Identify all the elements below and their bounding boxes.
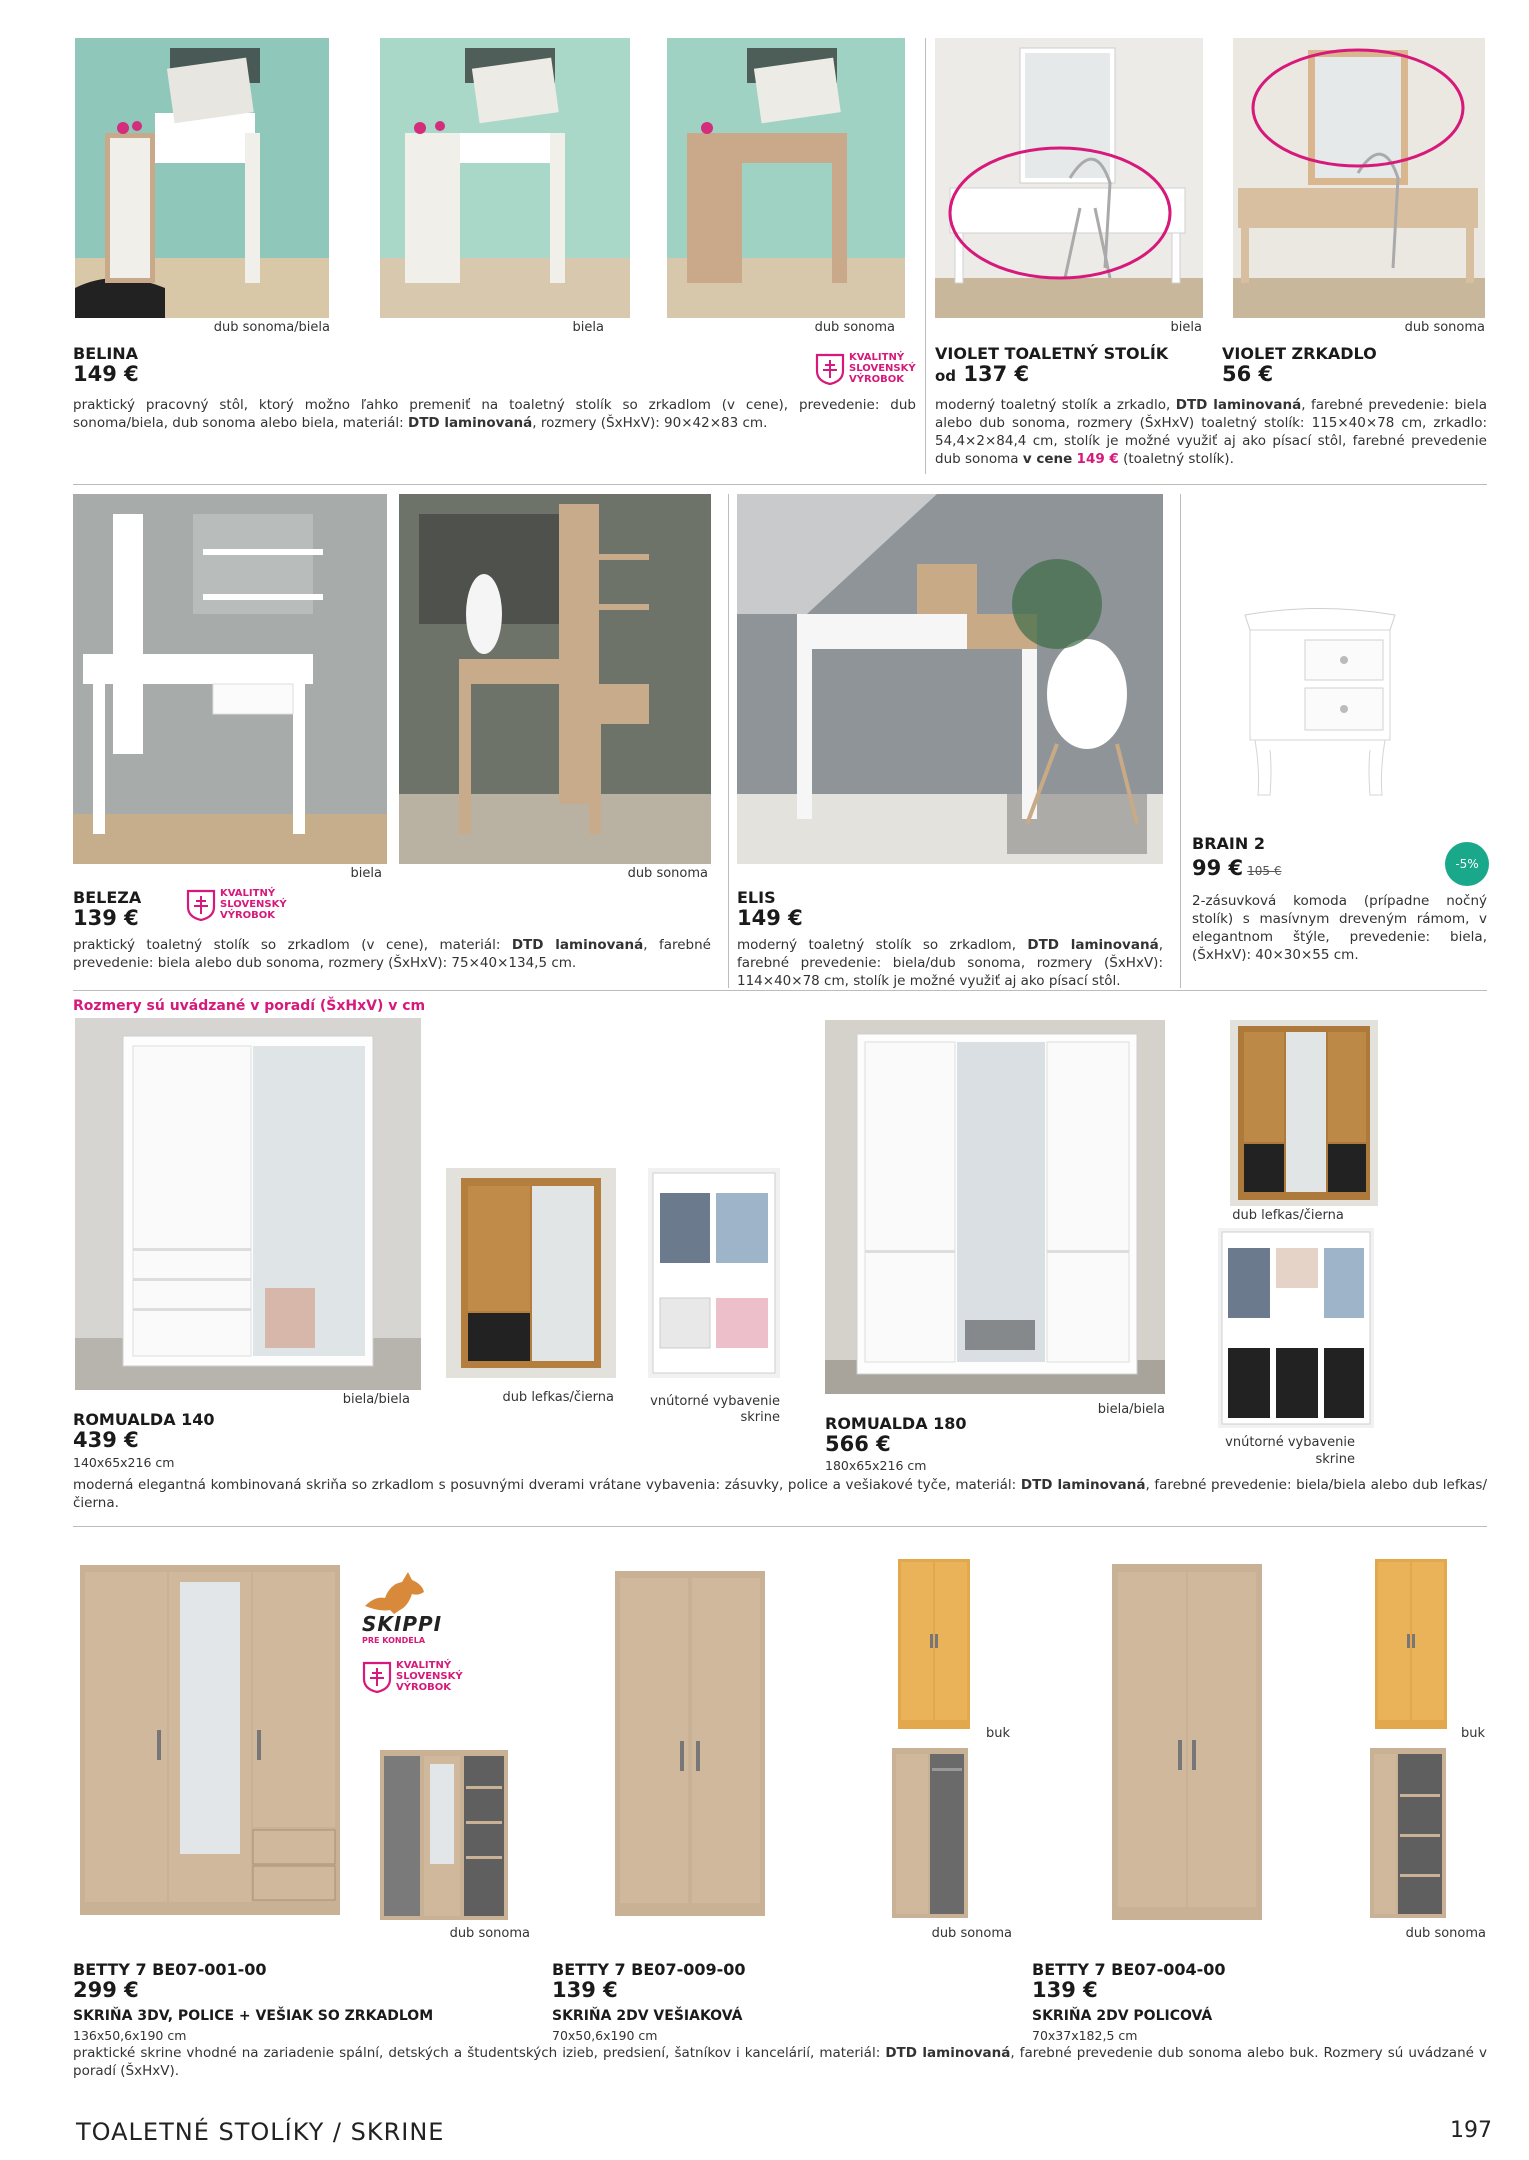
badge-line-1: KVALITNÝ	[220, 888, 276, 899]
betty3-photo	[1108, 1560, 1266, 1926]
kangaroo-icon	[360, 1566, 430, 1616]
badge-line-3: VÝROBOK	[220, 910, 276, 921]
section-divider-2	[73, 990, 1487, 991]
betty1-photo	[75, 1560, 345, 1920]
column-divider	[728, 494, 729, 988]
beleza-description	[73, 936, 711, 972]
betty2-name: BETTY 7 BE07-009-00	[552, 1960, 746, 1979]
romualda140-dimensions: 140x65x216 cm	[73, 1455, 175, 1470]
brain-price	[1192, 856, 1282, 880]
romualda140-caption-1: biela/biela	[342, 1392, 410, 1407]
violet-table-caption: biela	[1170, 320, 1202, 335]
brain-old-price: 105 €	[1247, 864, 1282, 878]
betty2-photo-beech	[893, 1554, 973, 1734]
violet-in-price-label: v cene	[1022, 451, 1073, 467]
betty1-price: 299 €	[73, 1978, 139, 2002]
betty3-caption: dub sonoma	[1405, 1926, 1486, 1941]
violet-table-price-value: 137 €	[963, 362, 1030, 386]
shield-icon	[362, 1661, 392, 1693]
romualda180-photo-interior	[1218, 1228, 1374, 1428]
betty2-dimensions: 70x50,6x190 cm	[552, 2028, 658, 2043]
dimensions-order-note: Rozmery sú uvádzané v poradí (ŠxHxV) v cm	[73, 998, 426, 1014]
romualda-material: DTD laminovaná	[1020, 1477, 1146, 1493]
section-divider-1	[73, 484, 1487, 485]
romualda180-photo-lefkas	[1230, 1020, 1378, 1206]
betty3-subtitle: SKRIŇA 2DV POLICOVÁ	[1032, 2008, 1213, 2024]
quality-badge-betty	[362, 1660, 463, 1693]
romualda140-price: 439 €	[73, 1428, 139, 1452]
skippi-logo	[362, 1612, 442, 1645]
betty3-photo-open	[1366, 1744, 1450, 1922]
elis-description	[737, 936, 1163, 990]
romualda180-caption-2: dub lefkas/čierna	[1232, 1208, 1344, 1223]
elis-name: ELIS	[737, 888, 776, 907]
beleza-material: DTD laminovaná	[511, 937, 644, 953]
betty1-dimensions: 136x50,6x190 cm	[73, 2028, 187, 2043]
beleza-desc-text-2: , farebné prevedenie: biela alebo dub sonoma, rozmery (ŠxHxV): 75×40×134,5 cm.	[73, 937, 711, 971]
romualda140-caption-2: dub lefkas/čierna	[502, 1390, 614, 1405]
betty-material: DTD laminovaná	[885, 2045, 1011, 2061]
romualda-desc-text-2: , farebné prevedenie: biela/biela alebo dub lefkas/ čierna.	[73, 1477, 1488, 1511]
romualda-desc-text-1: moderná elegantná kombinovaná skriňa so zrkadlom s posuvnými dverami vrátane vybavenia: zásuvky, police a vešiakové tyče, materiál:	[73, 1477, 1021, 1493]
violet-mirror-photo	[1233, 38, 1485, 318]
violet-table-price-prefix: od	[935, 367, 957, 385]
quality-badge-beleza	[186, 888, 287, 921]
belina-caption-1: dub sonoma/biela	[213, 320, 330, 335]
quality-badge-belina	[815, 352, 916, 385]
betty2-alt-caption: buk	[985, 1726, 1010, 1741]
belina-caption-2: biela	[572, 320, 604, 335]
violet-table-photo	[935, 38, 1203, 318]
violet-mirror-caption: dub sonoma	[1404, 320, 1485, 335]
betty1-subtitle: SKRIŇA 3DV, POLICE + VEŠIAK SO ZRKADLOM	[73, 2008, 434, 2024]
belina-desc-text-1: praktický pracovný stôl, ktorý možno ľahko premeniť na toaletný stolík so zrkadlom (v cene), prevedenie: dub sonoma/biela, dub sonoma alebo biela, materiál:	[73, 397, 916, 431]
betty3-price: 139 €	[1032, 1978, 1098, 2002]
betty3-alt-caption: buk	[1460, 1726, 1485, 1741]
violet-desc-text-2: , farebné prevedenie: biela alebo dub sonoma, rozmery (ŠxHxV) toaletný stolík: 115×40×78 cm, zrkadlo: 54,4×2×84,4 cm, stolík je možné využiť aj ako písací stôl, farebné prevedenie dub sonoma	[935, 397, 1487, 467]
belina-price: 149 €	[73, 362, 139, 386]
romualda140-photo-lefkas	[446, 1168, 616, 1378]
romualda140-photo-interior	[648, 1168, 780, 1378]
betty2-subtitle: SKRIŇA 2DV VEŠIAKOVÁ	[552, 2008, 743, 2024]
brain-photo	[1230, 600, 1410, 800]
betty2-caption: dub sonoma	[931, 1926, 1012, 1941]
brain-name: BRAIN 2	[1192, 834, 1265, 853]
belina-name: BELINA	[73, 344, 139, 363]
betty2-price: 139 €	[552, 1978, 618, 2002]
skippi-logo-text: SKIPPI	[362, 1612, 443, 1636]
brain-description: 2-zásuvková komoda (prípadne nočný stolík) s masívnym dreveným rámom, v elegantnom štýle, prevedenie: biela, (ŠxHxV): 40×30×55 cm.	[1192, 893, 1487, 963]
violet-mirror-price: 56 €	[1222, 362, 1274, 386]
elis-desc-text-1: moderný toaletný stolík so zrkadlom,	[737, 937, 1028, 953]
betty1-name: BETTY 7 BE07-001-00	[73, 1960, 267, 1979]
belina-description	[73, 396, 916, 432]
beleza-caption-2: dub sonoma	[627, 866, 708, 881]
betty2-photo-open	[888, 1744, 972, 1922]
badge-line-2: SLOVENSKÝ	[396, 1671, 463, 1682]
betty-desc-text-2: , farebné prevedenie dub sonoma alebo buk. Rozmery sú uvádzané v poradí (ŠxHxV).	[73, 2045, 1487, 2079]
romualda180-caption-1: biela/biela	[1097, 1402, 1165, 1417]
violet-description	[935, 396, 1487, 468]
violet-desc-text-3: (toaletný stolík).	[1118, 451, 1234, 467]
beleza-name: BELEZA	[73, 888, 142, 907]
violet-desc-text-1: moderný toaletný stolík a zrkadlo,	[935, 397, 1176, 413]
violet-in-price-value: 149 €	[1076, 451, 1119, 467]
betty1-caption: dub sonoma	[449, 1926, 530, 1941]
romualda180-dimensions: 180x65x216 cm	[825, 1458, 927, 1473]
discount-badge: -5%	[1445, 842, 1489, 886]
violet-material: DTD laminovaná	[1175, 397, 1302, 413]
betty3-dimensions: 70x37x182,5 cm	[1032, 2028, 1138, 2043]
section-divider-3	[73, 1526, 1487, 1527]
beleza-caption-1: biela	[350, 866, 382, 881]
elis-price: 149 €	[737, 906, 803, 930]
betty1-photo-open	[376, 1746, 512, 1924]
romualda180-photo	[825, 1020, 1165, 1394]
violet-table-price	[935, 362, 1029, 386]
brain-price-value: 99 €	[1192, 856, 1244, 880]
violet-mirror-name: VIOLET ZRKADLO	[1222, 344, 1377, 363]
belina-photo-sonoma-white	[75, 38, 329, 318]
betty-description	[73, 2044, 1487, 2080]
elis-desc-text-2: , farebné prevedenie: biela/dub sonoma, rozmery (ŠxHxV): 114×40×78 cm, stolík je možné využiť aj ako písací stôl.	[737, 937, 1163, 989]
belina-material: DTD laminovaná	[408, 415, 533, 431]
belina-desc-text-2: , rozmery (ŠxHxV): 90×42×83 cm.	[532, 415, 768, 431]
romualda140-photo	[75, 1018, 421, 1390]
column-divider	[1180, 494, 1181, 988]
betty-desc-text-1: praktické skrine vhodné na zariadenie spální, detských a študentských izieb, predsiení, šatníkov i kancelárií, materiál:	[73, 2045, 886, 2061]
column-divider	[925, 38, 926, 474]
badge-line-3: VÝROBOK	[849, 374, 905, 385]
badge-line-2: SLOVENSKÝ	[849, 363, 916, 374]
elis-photo	[737, 494, 1163, 864]
badge-line-1: KVALITNÝ	[396, 1660, 452, 1671]
betty2-photo	[610, 1566, 770, 1922]
romualda180-price: 566 €	[825, 1432, 891, 1456]
romualda-description	[73, 1476, 1487, 1512]
badge-line-3: VÝROBOK	[396, 1682, 452, 1693]
violet-table-name: VIOLET TOALETNÝ STOLÍK	[935, 344, 1169, 363]
badge-line-1: KVALITNÝ	[849, 352, 905, 363]
romualda180-caption-3: vnútorné vybavenie skrine	[1225, 1435, 1355, 1467]
section-title: TOALETNÉ STOLÍKY / SKRINE	[76, 2118, 445, 2146]
shield-icon	[186, 889, 216, 921]
betty3-name: BETTY 7 BE07-004-00	[1032, 1960, 1226, 1979]
shield-icon	[815, 353, 845, 385]
belina-photo-sonoma	[667, 38, 905, 318]
skippi-tagline: PRE KONDELA	[362, 1636, 426, 1645]
beleza-desc-text-1: praktický toaletný stolík so zrkadlom (v cene), materiál:	[73, 937, 512, 953]
romualda140-caption-3: vnútorné vybavenie skrine	[650, 1394, 780, 1425]
belina-photo-white	[380, 38, 630, 318]
badge-line-2: SLOVENSKÝ	[220, 899, 287, 910]
romualda140-name: ROMUALDA 140	[73, 1410, 215, 1429]
beleza-price: 139 €	[73, 906, 139, 930]
page-number: 197	[1450, 2118, 1492, 2143]
beleza-photo-white	[73, 494, 387, 864]
elis-material: DTD laminovaná	[1027, 937, 1159, 953]
romualda180-name: ROMUALDA 180	[825, 1414, 967, 1433]
beleza-photo-sonoma	[399, 494, 711, 864]
belina-caption-3: dub sonoma	[814, 320, 895, 335]
betty3-photo-beech	[1370, 1554, 1450, 1734]
